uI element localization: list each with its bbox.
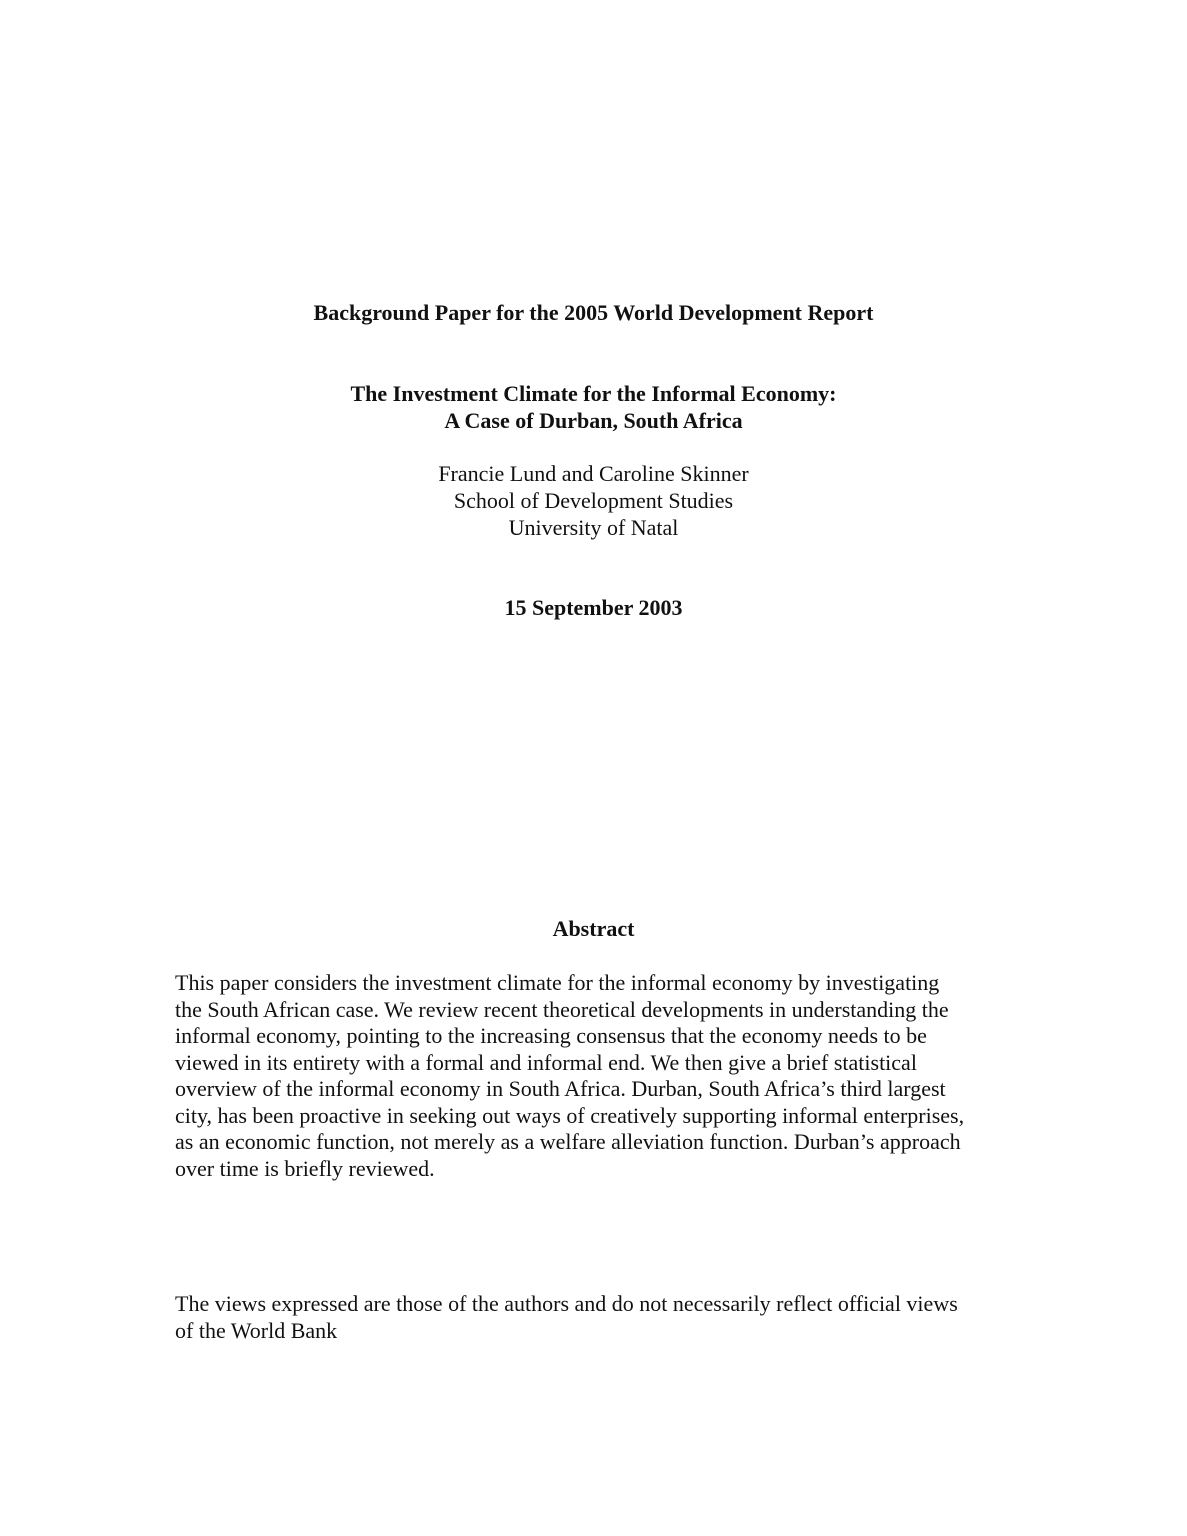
disclaimer-line: The views expressed are those of the authors and do not necessarily reflect official views [175, 1291, 958, 1316]
authors-names: Francie Lund and Caroline Skinner [438, 461, 749, 486]
disclaimer-line: of the World Bank [175, 1317, 338, 1343]
abstract-line: city, has been proactive in seeking out ways of creatively supporting informal enterprises, [175, 1102, 965, 1128]
abstract-line: over time is briefly reviewed. [175, 1155, 435, 1181]
paper-title-line-1: The Investment Climate for the Informal Economy: [350, 381, 837, 406]
abstract-line: viewed in its entirety with a formal and informal end. We then give a brief statistical [175, 1049, 917, 1075]
disclaimer [175, 1291, 1035, 1344]
abstract-line: the South African case. We review recent theoretical developments in understanding the [175, 996, 949, 1022]
report-header: Background Paper for the 2005 World Development Report [313, 300, 874, 325]
paper-date: 15 September 2003 [504, 595, 683, 620]
abstract-line: This paper considers the investment climate for the informal economy by investigating [175, 970, 940, 995]
abstract-body [175, 970, 1035, 1182]
paper-title-line-2: A Case of Durban, South Africa [444, 408, 743, 433]
abstract-line: as an economic function, not merely as a welfare alleviation function. Durban’s approach [175, 1129, 961, 1154]
abstract-heading: Abstract [552, 916, 635, 941]
authors-university: University of Natal [508, 515, 679, 540]
abstract-line: overview of the informal economy in South Africa. Durban, South Africa’s third largest [175, 1076, 946, 1101]
authors-school: School of Development Studies [453, 488, 734, 513]
abstract-line: informal economy, pointing to the increasing consensus that the economy needs to be [175, 1023, 927, 1048]
